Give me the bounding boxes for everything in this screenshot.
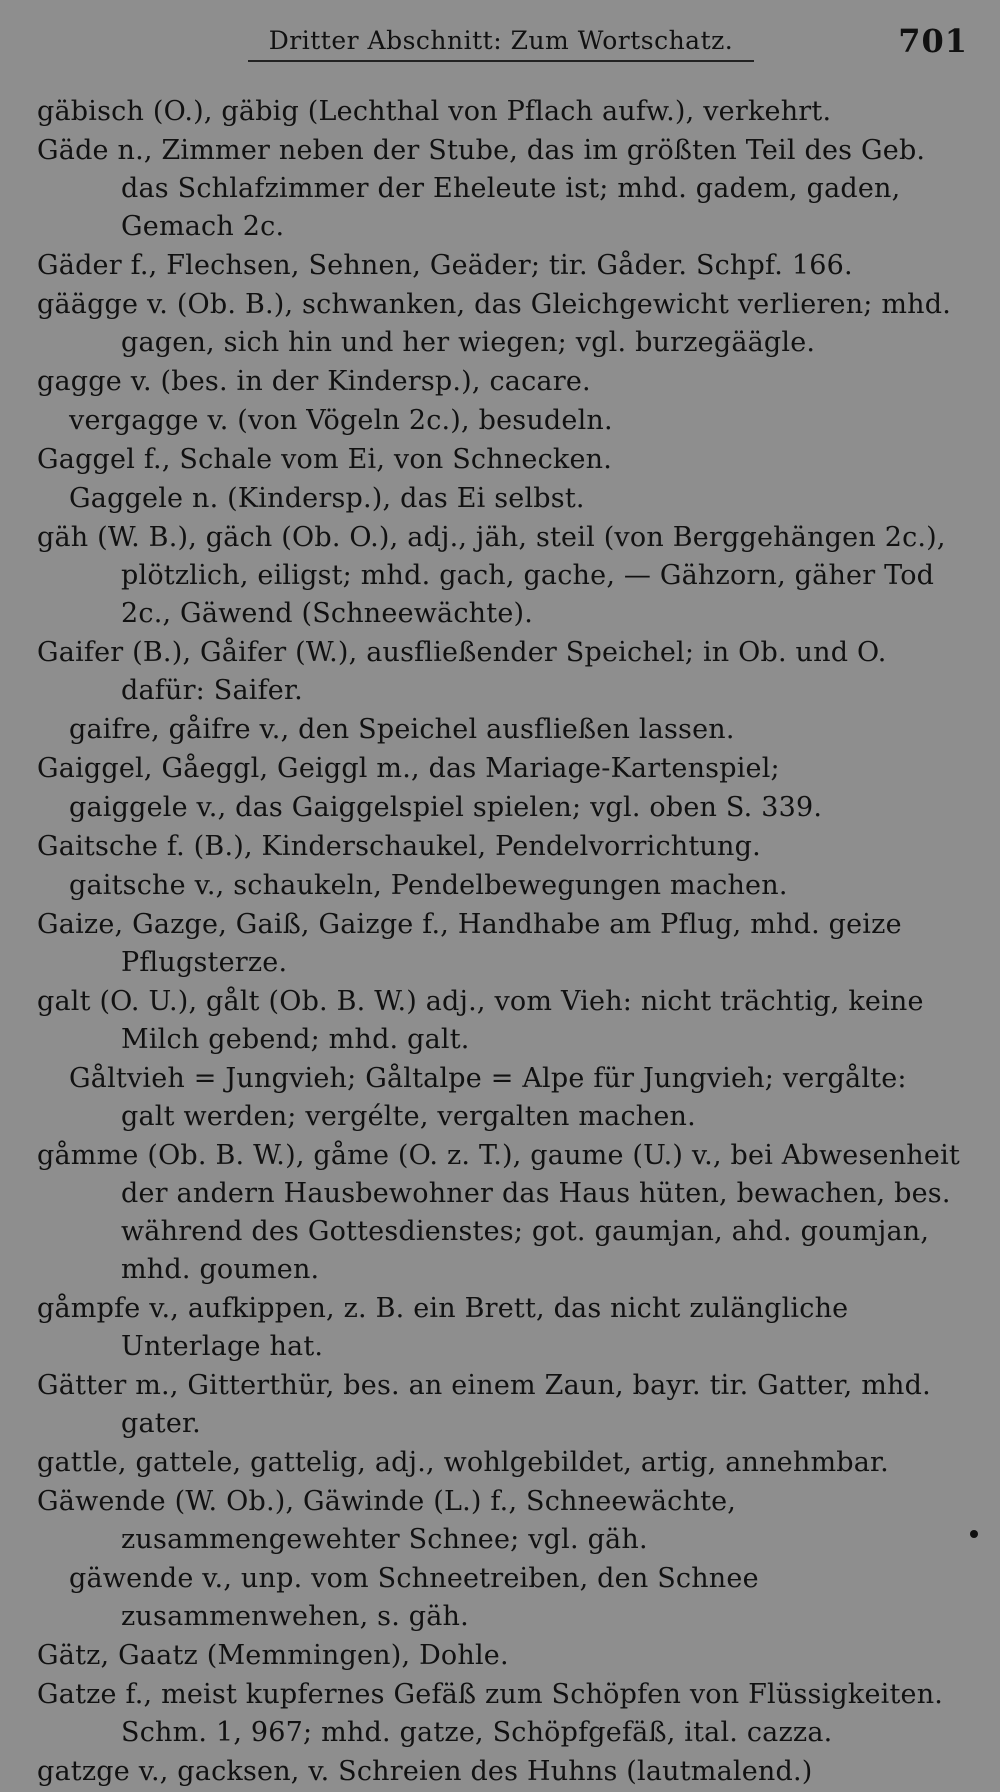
entry-vergagge: vergagge v. (von Vögeln 2c.), besudeln. bbox=[69, 405, 613, 436]
entry-gaiggele: gaiggele v., das Gaiggelspiel spielen; vgl. oben S. 339. bbox=[69, 792, 823, 823]
ink-dot-mark bbox=[970, 1530, 978, 1538]
entry-galt: galt (O. U.), gålt (Ob. B. W.) adj., vom Vieh: nicht trächtig, keine Milch gebend; mhd. galt. bbox=[37, 986, 924, 1055]
entry-gatzge: gatzge v., gacksen, v. Schreien des Huhns (lautmalend.) bbox=[37, 1756, 813, 1787]
entry-gattle: gattle, gattele, gattelig, adj., wohlgebildet, artig, annehmbar. bbox=[37, 1447, 889, 1478]
entry-gaifre: gaifre, gåifre v., den Speichel ausfließen lassen. bbox=[69, 714, 735, 745]
entry-gaggele: Gaggele n. (Kindersp.), das Ei selbst. bbox=[69, 483, 585, 514]
entry-gampfe: gåmpfe v., aufkippen, z. B. ein Brett, das nicht zulängliche Unterlage hat. bbox=[37, 1293, 849, 1362]
entry-gaetz: Gätz, Gaatz (Memmingen), Dohle. bbox=[37, 1640, 509, 1671]
entry-gaeaegge: gäägge v. (Ob. B.), schwanken, das Gleichgewicht verlieren; mhd. gagen, sich hin und her wiegen; vgl. burzegäägle. bbox=[37, 289, 952, 358]
entry-list bbox=[37, 93, 967, 1792]
entry-gaifer: Gaifer (B.), Gåifer (W.), ausfließender Speichel; in Ob. und O. dafür: Saifer. bbox=[37, 637, 887, 706]
running-title: Dritter Abschnitt: Zum Wortschatz. bbox=[248, 24, 754, 62]
entry-gagge: gagge v. (bes. in der Kindersp.), cacare. bbox=[37, 366, 591, 397]
entry-gatze: Gatze f., meist kupfernes Gefäß zum Schöpfen von Flüssigkeiten. Schm. 1, 967; mhd. gatze, Schöpfgefäß, ital. cazza. bbox=[37, 1679, 944, 1748]
entry-galtvieh: Gåltvieh = Jungvieh; Gåltalpe = Alpe für Jungvieh; vergålte: galt werden; vergélte, vergalten machen. bbox=[69, 1063, 907, 1132]
entry-gaebisch: gäbisch (O.), gäbig (Lechthal von Pflach aufw.), verkehrt. bbox=[37, 96, 832, 127]
entry-gaize: Gaize, Gazge, Gaiß, Gaizge f., Handhabe am Pflug, mhd. geize Pflugsterze. bbox=[37, 909, 902, 978]
entry-gaeder: Gäder f., Flechsen, Sehnen, Geäder; tir. Gåder. Schpf. 166. bbox=[37, 250, 853, 281]
entry-gamme: gåmme (Ob. B. W.), gåme (O. z. T.), gaume (U.) v., bei Abwesenheit der andern Hausbewohner das Haus hüten, bewachen, bes. während des Gottesdienstes; got. gaumjan, ahd. goumjan, mhd. goumen. bbox=[37, 1140, 960, 1285]
entry-gaeh: gäh (W. B.), gäch (Ob. O.), adj., jäh, steil (von Berggehängen 2c.), plötzlich, eiligst; mhd. gach, gache, — Gähzorn, gäher Tod 2c., Gäwend (Schneewächte). bbox=[37, 522, 946, 629]
entry-gaede: Gäde n., Zimmer neben der Stube, das im größten Teil des Geb. das Schlafzimmer der Eheleute ist; mhd. gadem, gaden, Gemach 2c. bbox=[37, 135, 926, 242]
page-number: 701 bbox=[898, 22, 968, 60]
entry-gaitsche-noun: Gaitsche f. (B.), Kinderschaukel, Pendelvorrichtung. bbox=[37, 831, 761, 862]
entry-gaggel: Gaggel f., Schale vom Ei, von Schnecken. bbox=[37, 444, 612, 475]
entry-gaitsche-verb: gaitsche v., schaukeln, Pendelbewegungen machen. bbox=[69, 870, 788, 901]
entry-gaiggel: Gaiggel, Gåeggl, Geiggl m., das Mariage-Kartenspiel; bbox=[37, 753, 780, 784]
entry-gaewende-verb: gäwende v., unp. vom Schneetreiben, den Schnee zusammenwehen, s. gäh. bbox=[69, 1563, 759, 1632]
entry-gaetter: Gätter m., Gitterthür, bes. an einem Zaun, bayr. tir. Gatter, mhd. gater. bbox=[37, 1370, 931, 1439]
entry-gaewende-noun: Gäwende (W. Ob.), Gäwinde (L.) f., Schneewächte, zusammengewehter Schnee; vgl. gäh. bbox=[37, 1486, 737, 1555]
